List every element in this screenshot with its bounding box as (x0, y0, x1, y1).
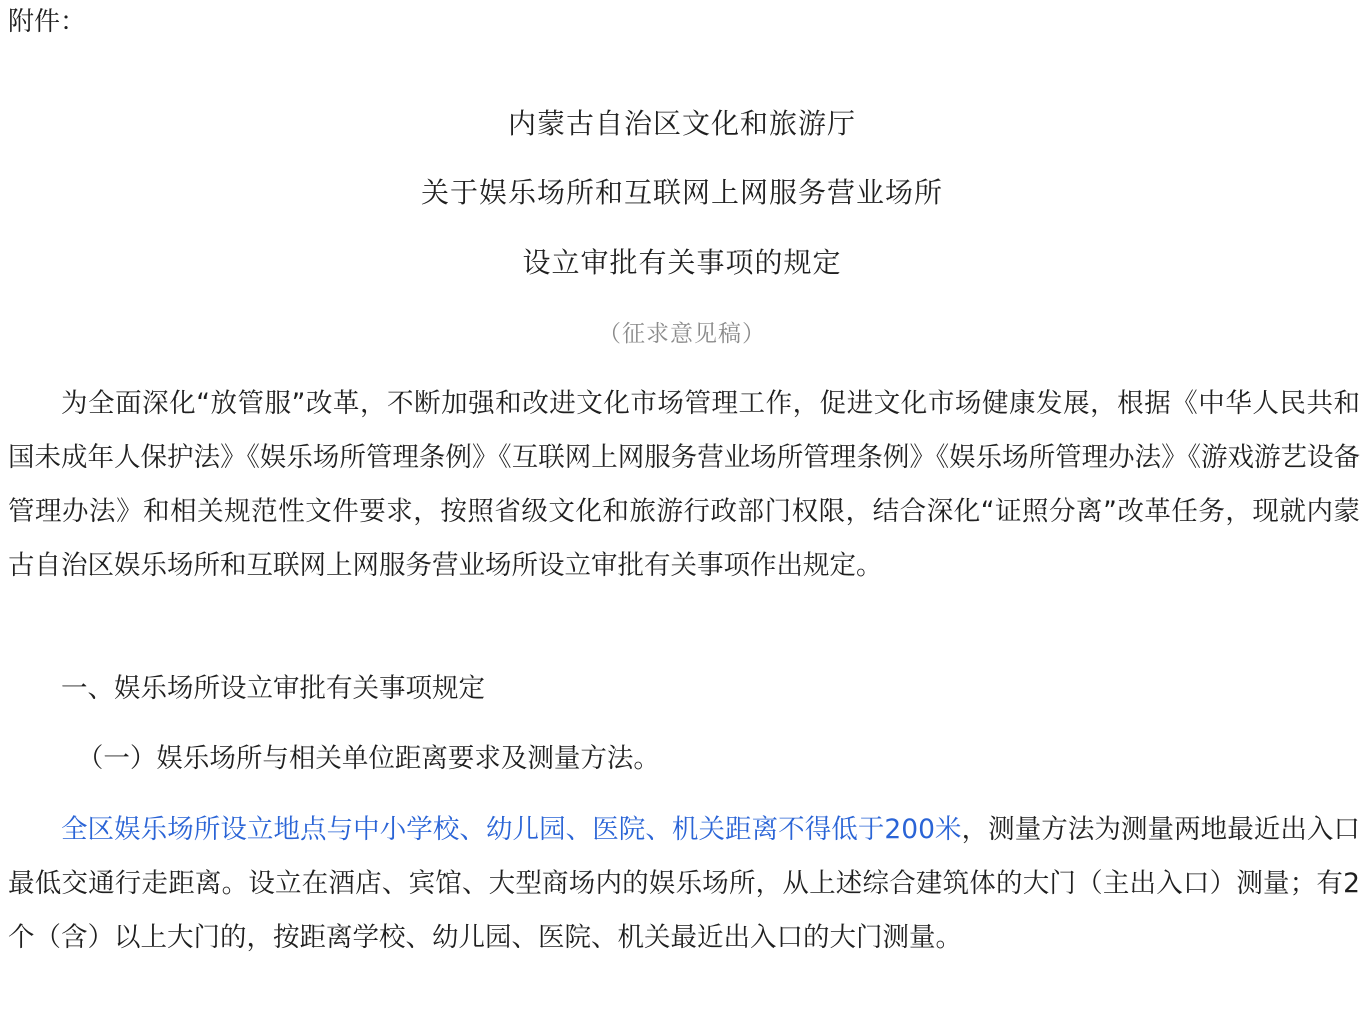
section-1-heading: 一、娱乐场所设立审批有关事项规定 (61, 673, 485, 704)
distance-paragraph (8, 803, 1360, 965)
title-line-1: 内蒙古自治区文化和旅游厅 (507, 107, 856, 140)
distance-requirement-link[interactable]: 全区娱乐场所设立地点与中小学校、幼儿园、医院、机关距离不得低于200米 (61, 814, 962, 845)
title-line-3: 设立审批有关事项的规定 (522, 246, 842, 279)
draft-label: （征求意见稿） (598, 321, 766, 347)
attachment-label: 附件： (8, 7, 87, 37)
intro-paragraph: 为全面深化“放管服”改革，不断加强和改进文化市场管理工作，促进文化市场健康发展，根据《中华人民共和国未成年人保护法》《娱乐场所管理条例》《互联网上网服务营业场所管理条例》《娱乐场所管理办法》《游戏游艺设备管理办法》和相关规范性文件要求，按照省级文化和旅游行政部门权限，结合深化“证照分离”改革任务，现就内蒙古自治区娱乐场所和互联网上网服务营业场所设立审批有关事项作出规定。 (8, 388, 1360, 581)
subsection-1-heading: （一）娱乐场所与相关单位距离要求及测量方法。 (76, 743, 660, 774)
title-line-2: 关于娱乐场所和互联网上网服务营业场所 (420, 176, 943, 209)
distance-paragraph-rest: ，测量方法为测量两地最近出入口最低交通行走距离。设立在酒店、宾馆、大型商场内的娱乐场所，从上述综合建筑体的大门（主出入口）测量；有2个（含）以上大门的，按距离学校、幼儿园、医院、机关最近出入口的大门测量。 (8, 814, 1360, 953)
